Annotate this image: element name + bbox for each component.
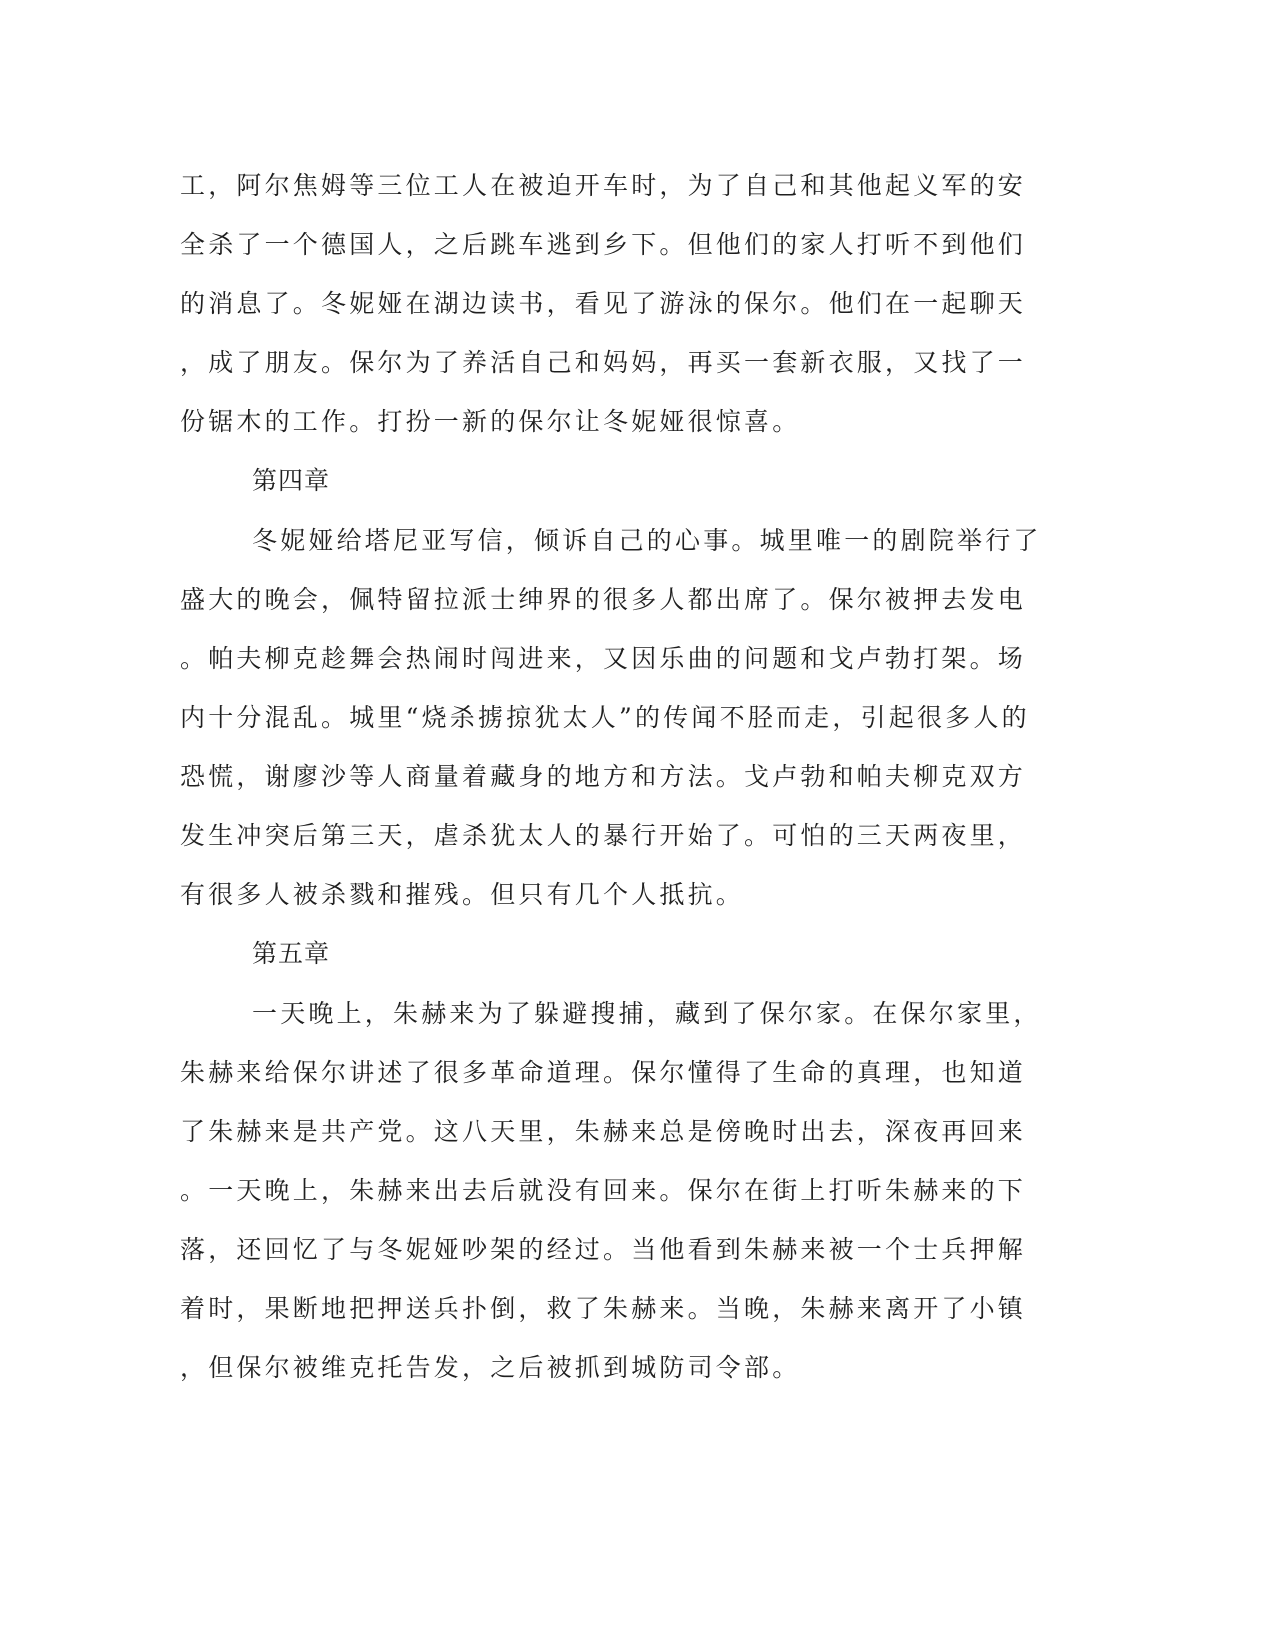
paragraph-line: 了朱赫来是共产党。这八天里，朱赫来总是傍晚时出去，深夜再回来 xyxy=(180,1117,1027,1146)
paragraph-line: 工，阿尔焦姆等三位工人在被迫开车时，为了自己和其他起义军的安 xyxy=(180,171,1027,200)
paragraph-line: 恐慌，谢廖沙等人商量着藏身的地方和方法。戈卢勃和帕夫柳克双方 xyxy=(180,762,1027,791)
chapter-heading: 第五章 xyxy=(252,939,331,968)
paragraph-line: 落，还回忆了与冬妮娅吵架的经过。当他看到朱赫来被一个士兵押解 xyxy=(180,1235,1027,1264)
paragraph-line: 份锯木的工作。打扮一新的保尔让冬妮娅很惊喜。 xyxy=(180,407,801,436)
paragraph-line: 一天晚上，朱赫来为了躲避搜捕，藏到了保尔家。在保尔家里， xyxy=(252,999,1042,1028)
paragraph-line: ，但保尔被维克托告发，之后被抓到城防司令部。 xyxy=(180,1353,801,1382)
paragraph-line: 全杀了一个德国人，之后跳车逃到乡下。但他们的家人打听不到他们 xyxy=(180,230,1027,259)
paragraph-line: 有很多人被杀戮和摧残。但只有几个人抵抗。 xyxy=(180,880,745,909)
chapter-heading: 第四章 xyxy=(252,466,331,495)
paragraph-line: 发生冲突后第三天，虐杀犹太人的暴行开始了。可怕的三天两夜里， xyxy=(180,821,1027,850)
paragraph-line: 。一天晚上，朱赫来出去后就没有回来。保尔在街上打听朱赫来的下 xyxy=(180,1176,1027,1205)
paragraph-line: 朱赫来给保尔讲述了很多革命道理。保尔懂得了生命的真理，也知道 xyxy=(180,1058,1027,1087)
paragraph-line: ，成了朋友。保尔为了养活自己和妈妈，再买一套新衣服，又找了一 xyxy=(180,348,1027,377)
paragraph-line: 盛大的晚会，佩特留拉派士绅界的很多人都出席了。保尔被押去发电 xyxy=(180,585,1027,614)
paragraph-line: 的消息了。冬妮娅在湖边读书，看见了游泳的保尔。他们在一起聊天 xyxy=(180,289,1027,318)
paragraph-line: 着时，果断地把押送兵扑倒，救了朱赫来。当晚，朱赫来离开了小镇 xyxy=(180,1294,1027,1323)
document-body xyxy=(180,156,1042,1397)
paragraph-line: 冬妮娅给塔尼亚写信，倾诉自己的心事。城里唯一的剧院举行了 xyxy=(252,526,1042,555)
paragraph-line: 。帕夫柳克趁舞会热闹时闯进来，又因乐曲的问题和戈卢勃打架。场 xyxy=(180,644,1027,673)
paragraph-line: 内十分混乱。城里“烧杀掳掠犹太人”的传闻不胫而走，引起很多人的 xyxy=(180,703,1030,732)
